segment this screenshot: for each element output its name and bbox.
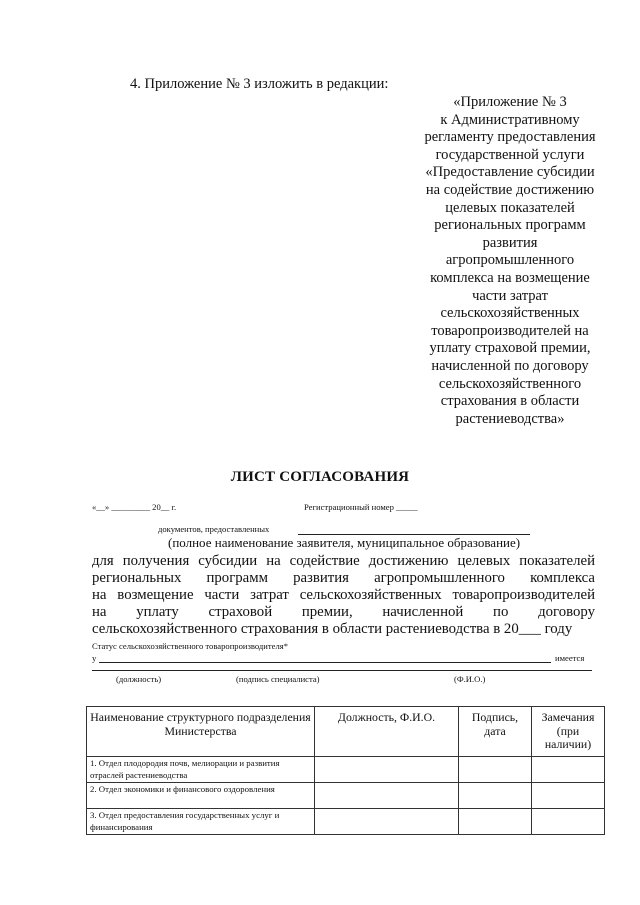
table-row <box>87 783 605 809</box>
appendix-line: целевых показателей <box>445 199 575 216</box>
purpose-line: для получения субсидии на содействие достижению целевых показателей <box>92 553 595 569</box>
table-row <box>87 757 605 783</box>
applicant-caption: (полное наименование заявителя, муниципальное образование) <box>168 535 521 550</box>
position-cell[interactable] <box>315 809 459 835</box>
header-department: Наименование структурного подразделения Министерства <box>87 707 315 757</box>
department-cell: 2. Отдел экономики и финансового оздоровления <box>87 783 315 809</box>
appendix-line: региональных программ <box>434 217 586 234</box>
signature-caption: (подпись специалиста) <box>236 674 320 684</box>
header-position-name: Должность, Ф.И.О. <box>315 707 459 757</box>
documents-label: документов, предоставленных <box>158 524 270 534</box>
registration-number-field[interactable]: Регистрационный номер _____ <box>304 502 418 512</box>
appendix-line: к Административному <box>440 111 580 128</box>
position-cell[interactable] <box>315 757 459 783</box>
appendix-line: уплату страховой премии, <box>429 340 591 357</box>
status-line[interactable] <box>99 662 551 663</box>
appendix-line: сельскохозяйственного <box>438 375 582 392</box>
appendix-line: агропромышленного <box>445 252 575 269</box>
item-4-instruction: 4. Приложение № 3 изложить в редакции: <box>130 76 389 92</box>
purpose-line: на уплату страховой премии, начисленной по договору <box>92 604 595 620</box>
purpose-paragraph <box>92 553 595 638</box>
remarks-cell[interactable] <box>532 783 605 809</box>
appendix-line: государственной услуги <box>435 146 585 163</box>
appendix-line: комплекса на возмещение <box>430 269 590 286</box>
status-label: Статус сельскохозяйственного товаропроизводителя* <box>92 641 289 651</box>
date-field[interactable]: «__» _________ 20__ г. <box>92 502 177 512</box>
u-label: у <box>92 653 97 663</box>
signature-cell[interactable] <box>459 809 532 835</box>
remarks-cell[interactable] <box>532 757 605 783</box>
purpose-line: сельскохозяйственного страхования в области растениеводства в 20___ году <box>92 621 573 637</box>
appendix-line: товаропроизводителей на <box>431 322 589 339</box>
purpose-line: на возмещение части затрат сельскохозяйственных товаропроизводителей <box>92 587 595 603</box>
table-row <box>87 809 605 835</box>
appendix-line: страхования в области <box>440 393 580 410</box>
remarks-cell[interactable] <box>532 809 605 835</box>
signature-cell[interactable] <box>459 757 532 783</box>
has-label: имеется <box>555 653 585 663</box>
header-signature-date: Подпись, дата <box>459 707 532 757</box>
appendix-line: начисленной по договору <box>431 357 589 374</box>
department-cell: 3. Отдел предоставления государственных услуг и финансирования <box>87 809 315 835</box>
appendix-line: растениеводства» <box>455 410 565 427</box>
signature-cell[interactable] <box>459 783 532 809</box>
fio-caption: (Ф.И.О.) <box>454 674 486 684</box>
appendix-heading <box>388 94 632 428</box>
approval-table <box>86 706 605 835</box>
appendix-line: «Приложение № 3 <box>453 94 567 110</box>
appendix-line: развития <box>482 234 538 251</box>
document-title: ЛИСТ СОГЛАСОВАНИЯ <box>230 469 410 485</box>
appendix-line: сельскохозяйственных <box>440 305 580 322</box>
appendix-line: на содействие достижению <box>425 181 595 198</box>
appendix-line: регламенту предоставления <box>424 129 596 146</box>
position-caption: (должность) <box>116 674 162 684</box>
header-remarks: Замечания (при наличии) <box>532 707 605 757</box>
signature-line[interactable] <box>92 670 592 671</box>
appendix-line: части затрат <box>472 287 548 304</box>
position-cell[interactable] <box>315 783 459 809</box>
table-header-row <box>87 707 605 757</box>
purpose-line: региональных программ развития агропромышленного комплекса <box>92 570 595 586</box>
appendix-line: «Предоставление субсидии <box>425 164 595 181</box>
department-cell: 1. Отдел плодородия почв, мелиорации и развития отраслей растениеводства <box>87 757 315 783</box>
